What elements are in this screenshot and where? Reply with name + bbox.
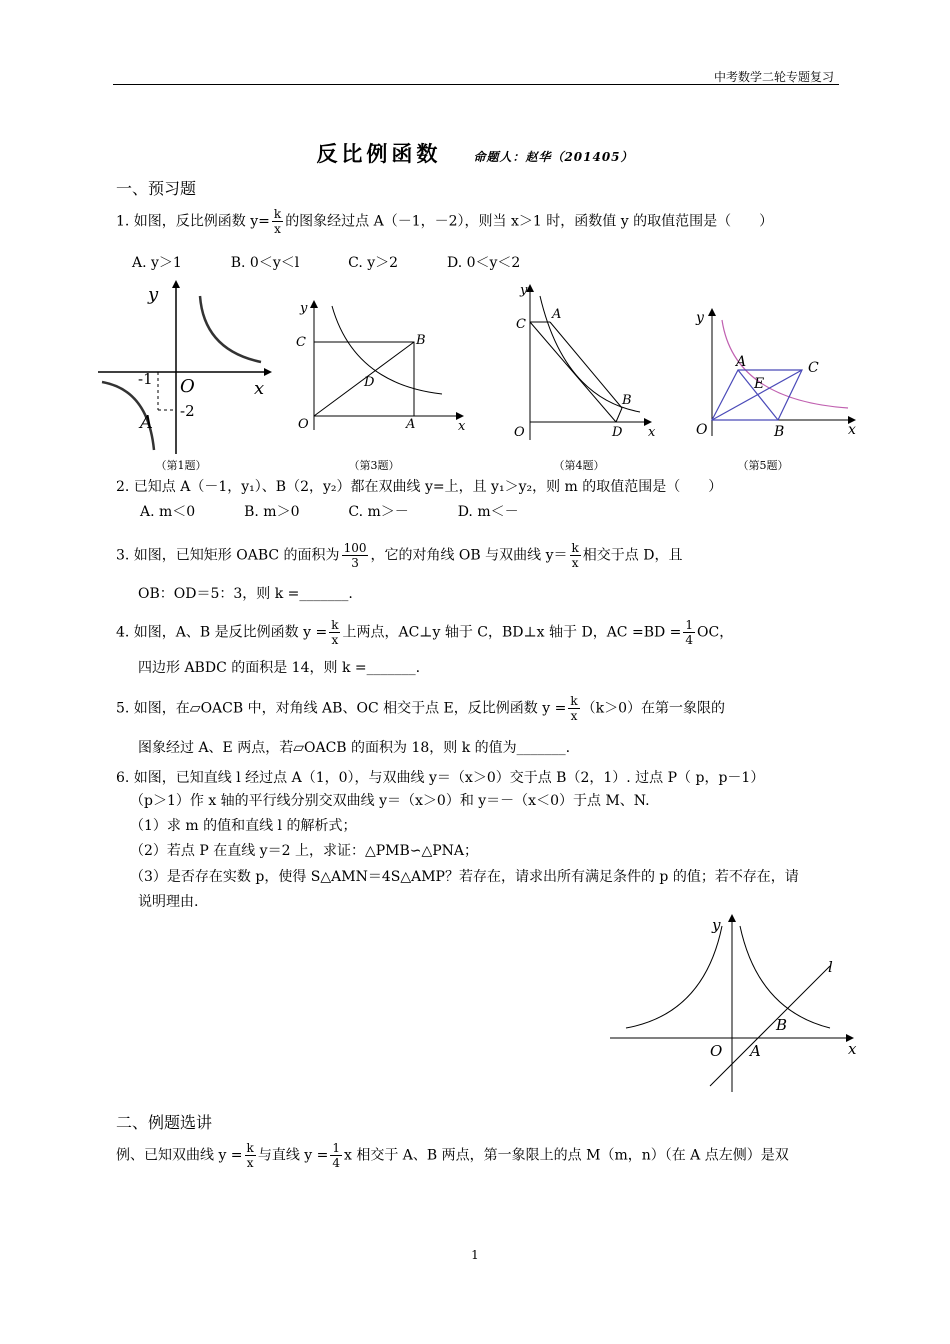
- frac-den: x: [331, 633, 339, 647]
- fig4-label-y: y: [520, 283, 528, 298]
- fig1-label-m2: -2: [180, 402, 195, 420]
- q1-option-a: A. y＞1: [132, 255, 182, 271]
- title-author: 命题人：赵华（201405）: [473, 150, 634, 164]
- section-preview-heading: 一、预习题: [116, 179, 197, 198]
- fig3-label-b: B: [416, 333, 426, 348]
- q4-text-post: OC，: [697, 624, 734, 641]
- q5-fraction-kx: [568, 694, 579, 723]
- frac-den: x: [571, 556, 579, 570]
- fig1-label-x: x: [254, 378, 265, 399]
- q6-part-3-cont: 说明理由.: [138, 894, 199, 910]
- figure-3: [292, 292, 472, 442]
- frac-num: k: [571, 541, 579, 555]
- q2-option-a: A. m＜0: [140, 504, 196, 520]
- fig5-label-a: A: [736, 354, 747, 370]
- fig1-caption: （第1题）: [155, 459, 207, 472]
- question-6: 6. 如图，已知直线 l 经过点 A（1，0），与双曲线 y＝（x＞0）交于点 B（2，1）. 过点 P（ p，p－1）: [116, 770, 765, 786]
- fig3-label-a: A: [406, 417, 416, 432]
- fig3-label-x: x: [458, 419, 466, 434]
- frac-num: k: [570, 694, 578, 708]
- page-number: 1: [471, 1248, 479, 1262]
- fig3-label-o: O: [298, 417, 309, 432]
- fig5-caption: （第5题）: [737, 459, 789, 472]
- q3-line-2: OB：OD＝5：3，则 k =_______.: [138, 586, 353, 602]
- q5-text-post: （k＞0）在第一象限的: [581, 700, 725, 717]
- frac-num: k: [246, 1141, 254, 1155]
- figure-1: [96, 278, 276, 458]
- fig5-label-b: B: [774, 424, 785, 440]
- fig6-label-b: B: [776, 1016, 788, 1034]
- q4-text-pre: 4. 如图，A、B 是反比例函数 y =: [116, 624, 328, 641]
- fig4-label-a: A: [552, 307, 562, 322]
- figure-5: [690, 296, 865, 446]
- q6-line-2: （p＞1）作 x 轴的平行线分别交双曲线 y＝（x＞0）和 y＝－（x＜0）于点 M、N.: [130, 793, 650, 809]
- fig6-label-l: l: [828, 958, 833, 976]
- fig3-caption: （第3题）: [348, 459, 400, 472]
- q6-part-1: （1）求 m 的值和直线 l 的解析式；: [130, 818, 357, 834]
- q3-text-pre: 3. 如图，已知矩形 OABC 的面积为: [116, 547, 340, 564]
- frac-den: x: [274, 222, 281, 236]
- fig5-label-e: E: [754, 376, 765, 392]
- fig6-label-y: y: [712, 916, 721, 934]
- q4-text-mid: 上两点，AC⊥y 轴于 C，BD⊥x 轴于 D，AC =BD =: [342, 624, 682, 641]
- fig3-label-y: y: [300, 301, 308, 316]
- frac-num: 1: [685, 618, 694, 632]
- q1-option-d: D. 0＜y＜2: [446, 255, 521, 271]
- fig1-label-y: y: [148, 284, 159, 305]
- question-5: [116, 694, 725, 723]
- q4-line-2: 四边形 ABDC 的面积是 14，则 k =_______.: [138, 660, 421, 676]
- q3-fraction-kx: [570, 541, 581, 570]
- q1-options: [132, 252, 520, 274]
- q5-text-pre: 5. 如图，在▱OACB 中，对角线 AB、OC 相交于点 E，反比例函数 y =: [116, 700, 567, 717]
- fig4-label-x: x: [648, 425, 656, 440]
- question-3: [116, 541, 682, 570]
- fig1-label-o: O: [180, 376, 195, 397]
- question-2: 2. 已知点 A（－1，y₁）、B（2，y₂）都在双曲线 y=上，且 y₁＞y₂，则 m 的取值范围是（ ）: [116, 479, 723, 495]
- fig5-label-o: O: [696, 422, 708, 438]
- example-text-mid: 与直线 y =: [257, 1147, 329, 1164]
- doc-title: [0, 138, 950, 168]
- frac-num: k: [331, 618, 339, 632]
- question-4: [116, 618, 733, 647]
- q1-text-post: 的图象经过点 A（－1，－2），则当 x＞1 时，函数值 y 的取值范围是（ ）: [285, 213, 774, 230]
- frac-num: 100: [343, 541, 367, 555]
- q2-option-b: B. m＞0: [244, 504, 300, 520]
- q3-text-post: 相交于点 D，且: [582, 547, 683, 564]
- q5-line-2: 图象经过 A、E 两点，若▱OACB 的面积为 18，则 k 的值为_______.: [138, 740, 571, 756]
- q2-options: [140, 501, 519, 523]
- example-question: [116, 1141, 789, 1170]
- q4-fraction-quarter: [683, 618, 695, 647]
- q6-part-3: （3）是否存在实数 p，使得 S△AMN＝4S△AMP？若存在，请求出所有满足条件的 p 的值；若不存在，请: [130, 869, 799, 885]
- frac-den: x: [570, 709, 578, 723]
- fig6-label-a: A: [750, 1042, 761, 1060]
- example-fraction-kx: [245, 1141, 256, 1170]
- fig6-label-x: x: [848, 1040, 857, 1058]
- q2-option-d: D. m＜－: [457, 504, 519, 520]
- page-header: 中考数学二轮专题复习: [713, 70, 834, 84]
- fig1-label-a: A: [140, 412, 153, 433]
- q3-text-mid: ，它的对角线 OB 与双曲线 y＝: [370, 547, 568, 564]
- frac-den: 4: [685, 633, 694, 647]
- fig3-label-c: C: [296, 335, 306, 350]
- example-text-pre: 例、已知双曲线 y =: [116, 1147, 243, 1164]
- q1-option-b: B. 0＜y＜l: [230, 255, 300, 271]
- frac-num: 1: [332, 1141, 341, 1155]
- q1-fraction: [272, 207, 283, 236]
- q2-option-c: C. m＞－: [348, 504, 409, 520]
- frac-num: k: [273, 207, 282, 221]
- q3-fraction-area: [342, 541, 369, 570]
- fig1-label-m1: -1: [138, 370, 153, 388]
- fig4-label-o: O: [514, 425, 525, 440]
- header-rule: [113, 84, 839, 85]
- fig4-label-b: B: [622, 393, 632, 408]
- fig5-label-x: x: [848, 422, 856, 438]
- question-1: [116, 207, 773, 236]
- figure-4: [500, 280, 665, 445]
- section-examples-heading: 二、例题选讲: [116, 1113, 213, 1132]
- fig4-caption: （第4题）: [553, 459, 605, 472]
- q6-part-2: （2）若点 P 在直线 y＝2 上，求证：△PMB∽△PNA；: [130, 843, 479, 859]
- fig4-label-d: D: [612, 425, 623, 440]
- fig6-label-o: O: [710, 1042, 723, 1060]
- fig3-label-d: D: [364, 375, 375, 390]
- title-main: 反比例函数: [316, 141, 442, 166]
- frac-den: 3: [351, 556, 359, 570]
- example-text-post: x 相交于 A、B 两点，第一象限上的点 M（m，n）（在 A 点左侧）是双: [344, 1147, 789, 1164]
- example-fraction-quarter: [330, 1141, 342, 1170]
- fig5-label-c: C: [808, 360, 819, 376]
- q4-fraction-kx: [329, 618, 340, 647]
- q1-option-c: C. y＞2: [348, 255, 399, 271]
- frac-den: 4: [332, 1156, 341, 1170]
- q1-text-pre: 1. 如图，反比例函数 y=: [116, 213, 270, 230]
- fig4-label-c: C: [516, 317, 526, 332]
- fig5-label-y: y: [696, 310, 704, 326]
- frac-den: x: [246, 1156, 254, 1170]
- figure-6: [608, 910, 864, 1095]
